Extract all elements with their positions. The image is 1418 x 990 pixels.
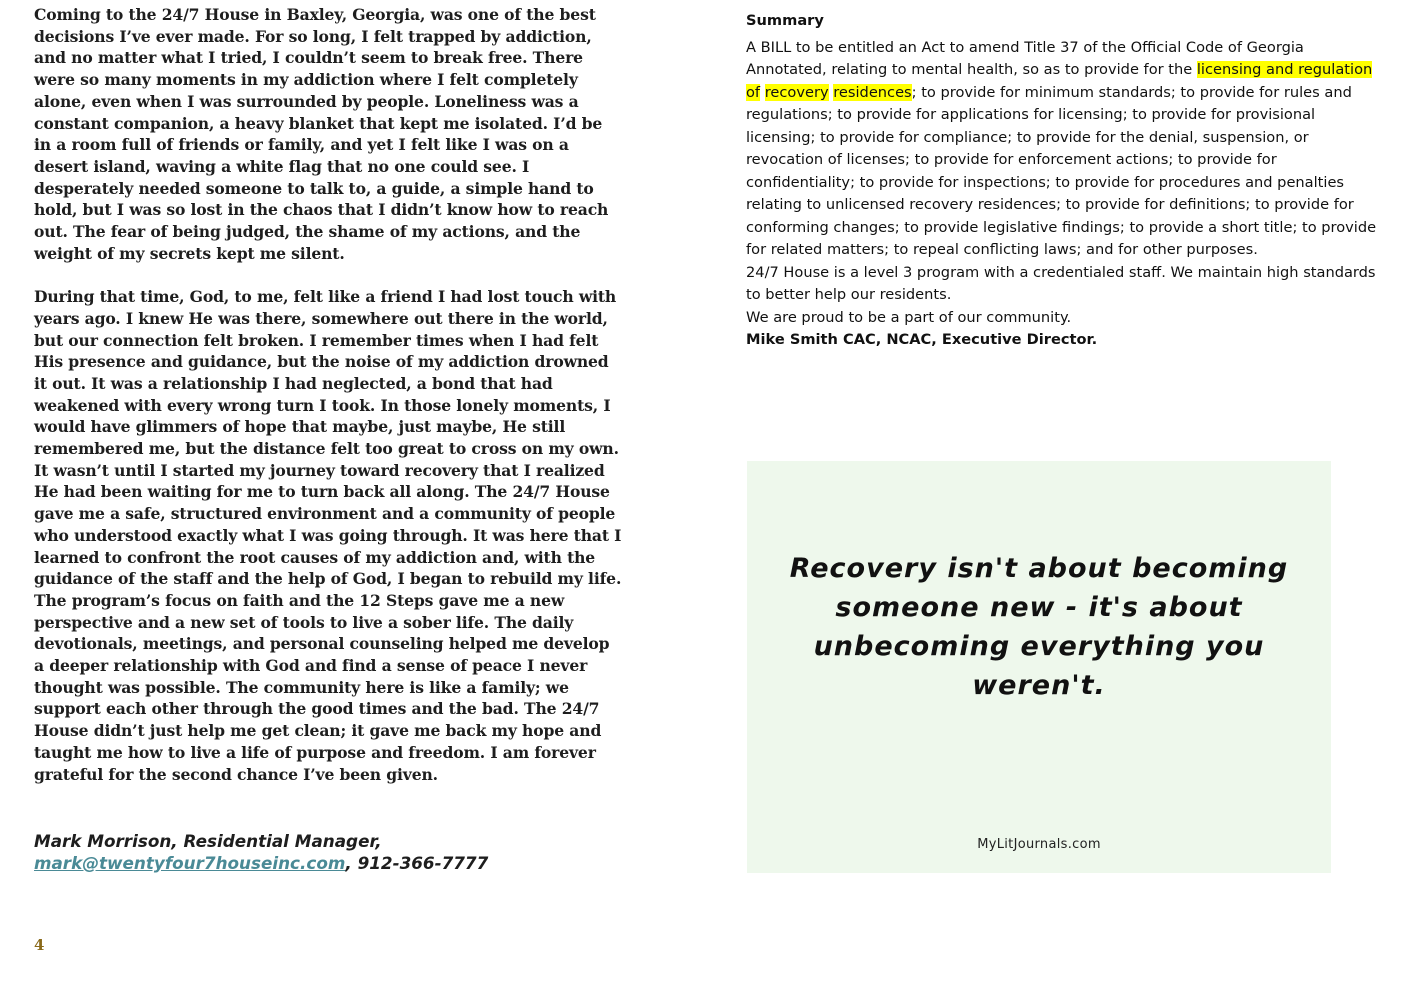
highlighted-residences: residences (833, 83, 912, 101)
highlighted-recovery: recovery (764, 83, 829, 101)
level-statement: 24/7 House is a level 3 program with a credentialed staff. We maintain high standards to better help our residents. (746, 263, 1376, 303)
signature-email-link[interactable]: mark@twentyfour7houseinc.com (34, 853, 346, 873)
summary-heading: Summary (746, 12, 824, 29)
testimonial-paragraph-1: Coming to the 24/7 House in Baxley, Georgia, was one of the best decisions I’ve ever made. For so long, I felt trapped by addiction, and no matter what I tried, I couldn’t seem to break free. There were so many moments in my addiction where I felt completely alone, even when I was surrounded by people. Loneliness was a constant companion, a heavy blanket that kept me isolated. I’d be in a room full of friends or family, and yet I felt like I was on a desert island, waving a white flag that no one could see. I desperately needed someone to talk to, a guide, a simple hand to hold, but I was so lost in the chaos that I didn’t know how to reach out. The fear of being judged, the shame of my actions, and the weight of my secrets kept me silent. (34, 5, 609, 263)
bill-text-after: ; to provide for minimum standards; to provide for rules and regulations; to provide for applications for licensing; to provide for provisional licensing; to provide for compliance; to provide for the denial, suspension, or revocation of licenses; to provide for enforcement actions; to provide for confidentiality; to provide for inspections; to provide for procedures and penalties relating to unlicensed recovery residences; to provide for definitions; to provide for conforming changes; to provide legislative findings; to provide a short title; to provide for related matters; to repeal conflicting laws; and for other purposes. (746, 83, 1377, 258)
highlighted-licensing: licensing and regulation of (746, 61, 1373, 101)
executive-director: Mike Smith CAC, NCAC, Executive Director. (746, 331, 1098, 348)
recovery-quote-image (747, 461, 1331, 873)
testimonial-paragraph-2: During that time, God, to me, felt like a friend I had lost touch with years ago. I knew He was there, somewhere out there in the world, but our connection felt broken. I remember times when I had felt His presence and guidance, but the noise of my addiction drowned it out. It was a relationship I had neglected, a bond that had weakened with every wrong turn I took. In those lonely moments, I would have glimmers of hope that maybe, just maybe, He still remembered me, but the distance felt too great to cross on my own. It wasn’t until I started my journey toward recovery that I realized He had been waiting for me to turn back all along. The 24/7 House gave me a safe, structured environment and a community of people who understood exactly what I was going through. It was here that I learned to confront the root causes of my addiction and, with the guidance of the staff and the help of God, I began to rebuild my life. The program’s focus on faith and the 12 Steps gave me a new perspective and a new set of tools to live a sober life. The daily devotionals, meetings, and personal counseling helped me develop a deeper relationship with God and find a sense of peace I never thought was possible. The community here is like a family; we support each other through the good times and the bad. The 24/7 House didn’t just help me get clean; it gave me back my hope and taught me how to live a life of purpose and freedom. I am forever grateful for the second chance I’ve been given. (34, 287, 622, 784)
summary-column (746, 10, 1386, 352)
community-statement: We are proud to be a part of our community. (746, 308, 1072, 326)
testimonial-signature (34, 830, 488, 874)
signature-phone: , 912-366-7777 (345, 853, 489, 873)
bill-summary (746, 37, 1386, 262)
quote-source: MyLitJournals.com (977, 837, 1101, 852)
testimonial-column (34, 4, 622, 785)
quote-text: Recovery isn't about becoming someone new - it's about unbecoming everything you weren't. (789, 553, 1289, 701)
signature-contact (34, 852, 488, 874)
signature-name: Mark Morrison, Residential Manager, (34, 831, 382, 851)
bill-text-before: A BILL to be entitled an Act to amend Title 37 of the Official Code of Georgia Annotated, relating to mental health, so as to provide for the (746, 38, 1304, 78)
page-number: 4 (34, 936, 45, 954)
